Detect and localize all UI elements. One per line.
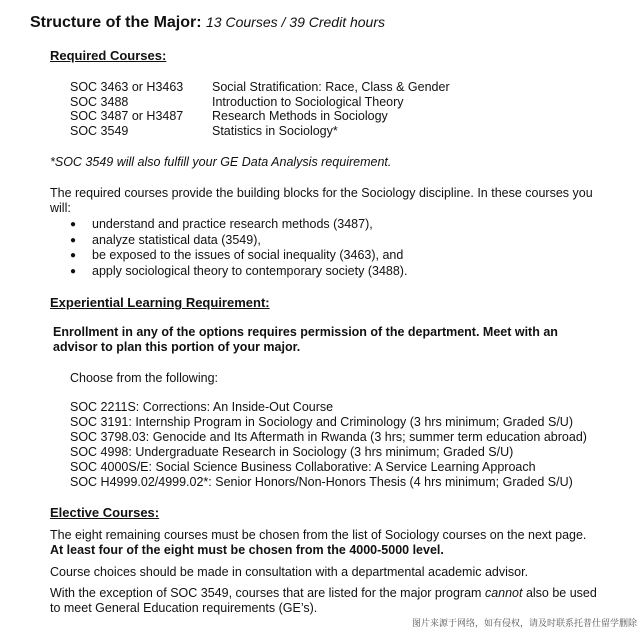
option-item: SOC H4999.02/4999.02*: Senior Honors/Non-Honors Thesis (4 hrs minimum; Graded S/U) bbox=[70, 475, 573, 489]
permission-notice-line-1: Enrollment in any of the options requires permission of the department. Meet with an bbox=[53, 325, 558, 339]
option-item: SOC 2211S: Corrections: An Inside-Out Course bbox=[70, 400, 334, 414]
bullet-text: apply sociological theory to contemporary society (3488). bbox=[92, 264, 408, 278]
title-subtitle: 13 Courses / 39 Credit hours bbox=[206, 14, 385, 30]
permission-notice-line-2: advisor to plan this portion of your major. bbox=[53, 340, 301, 354]
page-title bbox=[30, 14, 385, 32]
ge-note: *SOC 3549 will also fulfill your GE Data Analysis requirement. bbox=[50, 155, 392, 169]
elective-paragraph-3-line-2: to meet General Education requirements (GE’s). bbox=[50, 601, 318, 615]
title-main: Structure of the Major: bbox=[30, 14, 202, 31]
option-item: SOC 4000S/E: Social Science Business Collaborative: A Service Learning Approach bbox=[70, 460, 536, 474]
required-courses-heading: Required Courses: bbox=[50, 48, 167, 63]
bullet-icon: ● bbox=[70, 250, 77, 261]
bullet-icon: ● bbox=[70, 266, 77, 277]
course-name: Research Methods in Sociology bbox=[212, 109, 388, 123]
experiential-heading: Experiential Learning Requirement: bbox=[50, 295, 270, 310]
ge-exception-emphasis: cannot bbox=[484, 586, 523, 600]
course-code: SOC 3549 bbox=[70, 124, 129, 138]
option-item: SOC 3191: Internship Program in Sociology and Criminology (3 hrs minimum; Graded S/U) bbox=[70, 415, 573, 429]
intro-line-2: will: bbox=[50, 201, 71, 215]
bullet-icon: ● bbox=[70, 219, 77, 230]
course-name: Statistics in Sociology* bbox=[212, 124, 338, 138]
option-item: SOC 3798.03: Genocide and Its Aftermath in Rwanda (3 hrs; summer term education abroad) bbox=[70, 430, 587, 444]
elective-paragraph-1-line-1: The eight remaining courses must be chosen from the list of Sociology courses on the next page. bbox=[50, 528, 587, 542]
ge-exception-text-b: also be used bbox=[522, 586, 597, 600]
option-item: SOC 4998: Undergraduate Research in Sociology (3 hrs minimum; Graded S/U) bbox=[70, 445, 514, 459]
choose-label: Choose from the following: bbox=[70, 371, 218, 385]
course-name: Introduction to Sociological Theory bbox=[212, 95, 404, 109]
ge-exception-text-a: With the exception of SOC 3549, courses that are listed for the major program bbox=[50, 586, 485, 600]
elective-paragraph-3-line-1 bbox=[50, 586, 597, 600]
watermark: 图片来源于网络，如有侵权，请及时联系托普仕留学删除 bbox=[411, 618, 637, 628]
bullet-text: analyze statistical data (3549), bbox=[92, 233, 261, 247]
elective-heading: Elective Courses: bbox=[50, 505, 160, 520]
intro-line-1: The required courses provide the building blocks for the Sociology discipline. In these courses you bbox=[50, 186, 593, 200]
elective-paragraph-2: Course choices should be made in consultation with a departmental academic advisor. bbox=[50, 565, 529, 579]
course-code: SOC 3463 or H3463 bbox=[70, 80, 184, 94]
bullet-text: be exposed to the issues of social inequality (3463), and bbox=[92, 248, 404, 262]
course-code: SOC 3487 or H3487 bbox=[70, 109, 184, 123]
bullet-icon: ● bbox=[70, 235, 77, 246]
elective-level-requirement: At least four of the eight must be chosen from the 4000-5000 level. bbox=[50, 543, 444, 557]
course-name: Social Stratification: Race, Class & Gender bbox=[212, 80, 450, 94]
bullet-text: understand and practice research methods (3487), bbox=[92, 217, 373, 231]
course-code: SOC 3488 bbox=[70, 95, 129, 109]
